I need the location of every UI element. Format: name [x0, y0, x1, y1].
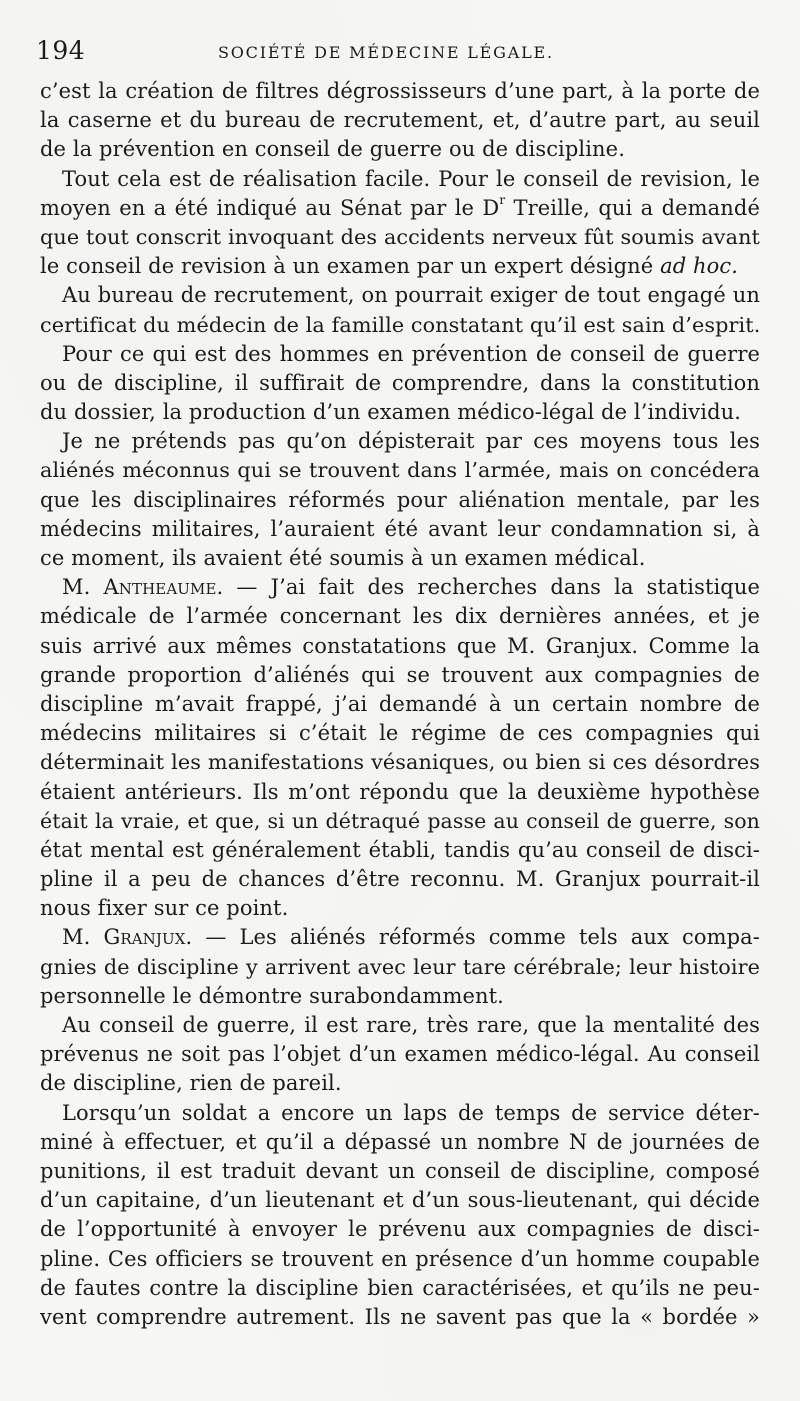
- text-line: aliénés méconnus qui se trouvent dans l’armée, mais on concédera: [40, 458, 760, 483]
- text-line: de fautes contre la discipline bien caractérisées, et qu’ils ne peu-: [40, 1275, 760, 1300]
- speaker-name: Granjux: [103, 925, 186, 950]
- text-line: médecins militaires si c’était le régime de ces compagnies qui: [40, 721, 760, 746]
- text-line: étaient antérieurs. Ils m’ont répondu que la deuxième hypothèse: [40, 779, 760, 804]
- text-line: que les disciplinaires réformés pour aliénation mentale, par les: [40, 487, 760, 512]
- paragraph-start: Lorsqu’un soldat a encore un laps de temps de service déter-: [62, 1100, 760, 1125]
- text-line: déterminait les manifestations vésaniques, ou bien si ces désordres: [40, 750, 760, 775]
- text-line: la caserne et du bureau de recrutement, et, d’autre part, au seuil: [40, 108, 760, 133]
- text-line: pline il a peu de chances d’être reconnu. M. Granjux pourrait-il: [40, 867, 760, 892]
- text-line: discipline m’avait frappé, j’ai demandé à un certain nombre de: [40, 691, 760, 716]
- text-line: que tout conscrit invoquant des accidents nerveux fût soumis avant: [40, 224, 760, 249]
- paragraph-start: Pour ce qui est des hommes en prévention de conseil de guerre: [62, 341, 760, 366]
- page-number: 194: [36, 36, 86, 65]
- text-line: de l’opportunité à envoyer le prévenu aux compagnies de disci-: [40, 1217, 760, 1242]
- paragraph-start: Au bureau de recrutement, on pourrait exiger de tout engagé un: [62, 283, 760, 308]
- text-line: [40, 194, 760, 223]
- text-segment: M.: [62, 575, 104, 600]
- speaker-name: Antheaume: [103, 575, 217, 600]
- text-line: était la vraie, et que, si un détraqué passe au conseil de guerre, son: [40, 808, 760, 833]
- text-line: de la prévention en conseil de guerre ou de discipline.: [40, 137, 625, 162]
- text-line: prévenus ne soit pas l’objet d’un examen médico-légal. Au conseil: [40, 1042, 760, 1067]
- text-line: médicale de l’armée concernant les dix dernières années, et je: [40, 604, 760, 629]
- page-header: [36, 36, 760, 70]
- body-text: [40, 77, 760, 1332]
- text-line: certificat du médecin de la famille constatant qu’il est sain d’esprit.: [40, 312, 761, 337]
- text-line: punitions, il est traduit devant un conseil de discipline, composé: [40, 1158, 760, 1183]
- text-segment: . — J’ai fait des recherches dans la statistique: [216, 575, 760, 600]
- text-segment: moyen en a été indiqué au Sénat par le D: [40, 195, 500, 220]
- text-segment: M.: [62, 925, 104, 950]
- italic-term: ad hoc.: [660, 254, 739, 279]
- text-line: d’un capitaine, d’un lieutenant et d’un sous-lieutenant, qui décide: [40, 1188, 760, 1213]
- text-line: ce moment, ils avaient été soumis à un examen médical.: [40, 546, 646, 570]
- text-line: c’est la création de filtres dégrossisseurs d’une part, à la porte de: [40, 79, 760, 103]
- paragraph-start: Je ne prétends pas qu’on dépisterait par ces moyens tous les: [62, 429, 760, 454]
- text-line: du dossier, la production d’un examen médico-légal de l’individu.: [40, 400, 742, 425]
- text-line: miné à effectuer, et qu’il a dépassé un nombre N de journées de: [40, 1129, 760, 1154]
- text-line: personnelle le démontre surabondamment.: [40, 983, 504, 1008]
- text-line: de discipline, rien de pareil.: [40, 1071, 342, 1096]
- text-line: grande proportion d’aliénés qui se trouvent aux compagnies de: [40, 662, 760, 687]
- paragraph-start: Tout cela est de réalisation facile. Pour le conseil de revision, le: [62, 166, 760, 191]
- text-line: ou de discipline, il suffirait de comprendre, dans la constitution: [40, 370, 760, 395]
- text-segment: le conseil de revision à un examen par un expert désigné: [40, 254, 661, 279]
- text-line: vent comprendre autrement. Ils ne savent pas que la « bordée »: [40, 1304, 760, 1329]
- text-line: médecins militaires, l’auraient été avant leur condamnation si, à: [40, 516, 760, 541]
- text-segment: . — Les aliénés réformés comme tels aux compa-: [185, 925, 760, 950]
- text-line: nous fixer sur ce point.: [40, 896, 289, 921]
- text-line: suis arrivé aux mêmes constatations que M. Granjux. Comme la: [40, 633, 760, 658]
- text-segment: Treille, qui a demandé: [505, 195, 760, 220]
- text-line: [40, 252, 760, 281]
- paragraph-start: Au conseil de guerre, il est rare, très rare, que la mentalité des: [62, 1013, 760, 1037]
- text-line: gnies de discipline y arrivent avec leur tare cérébrale; leur histoire: [40, 954, 760, 979]
- paragraph-start: [40, 573, 760, 602]
- running-head: SOCIÉTÉ DE MÉDECINE LÉGALE.: [218, 43, 554, 62]
- text-line: pline. Ces officiers se trouvent en présence d’un homme coupable: [40, 1246, 760, 1271]
- text-line: état mental est généralement établi, tandis qu’au conseil de disci-: [40, 837, 760, 862]
- paragraph-start: [40, 923, 760, 952]
- superscript: r: [499, 192, 506, 207]
